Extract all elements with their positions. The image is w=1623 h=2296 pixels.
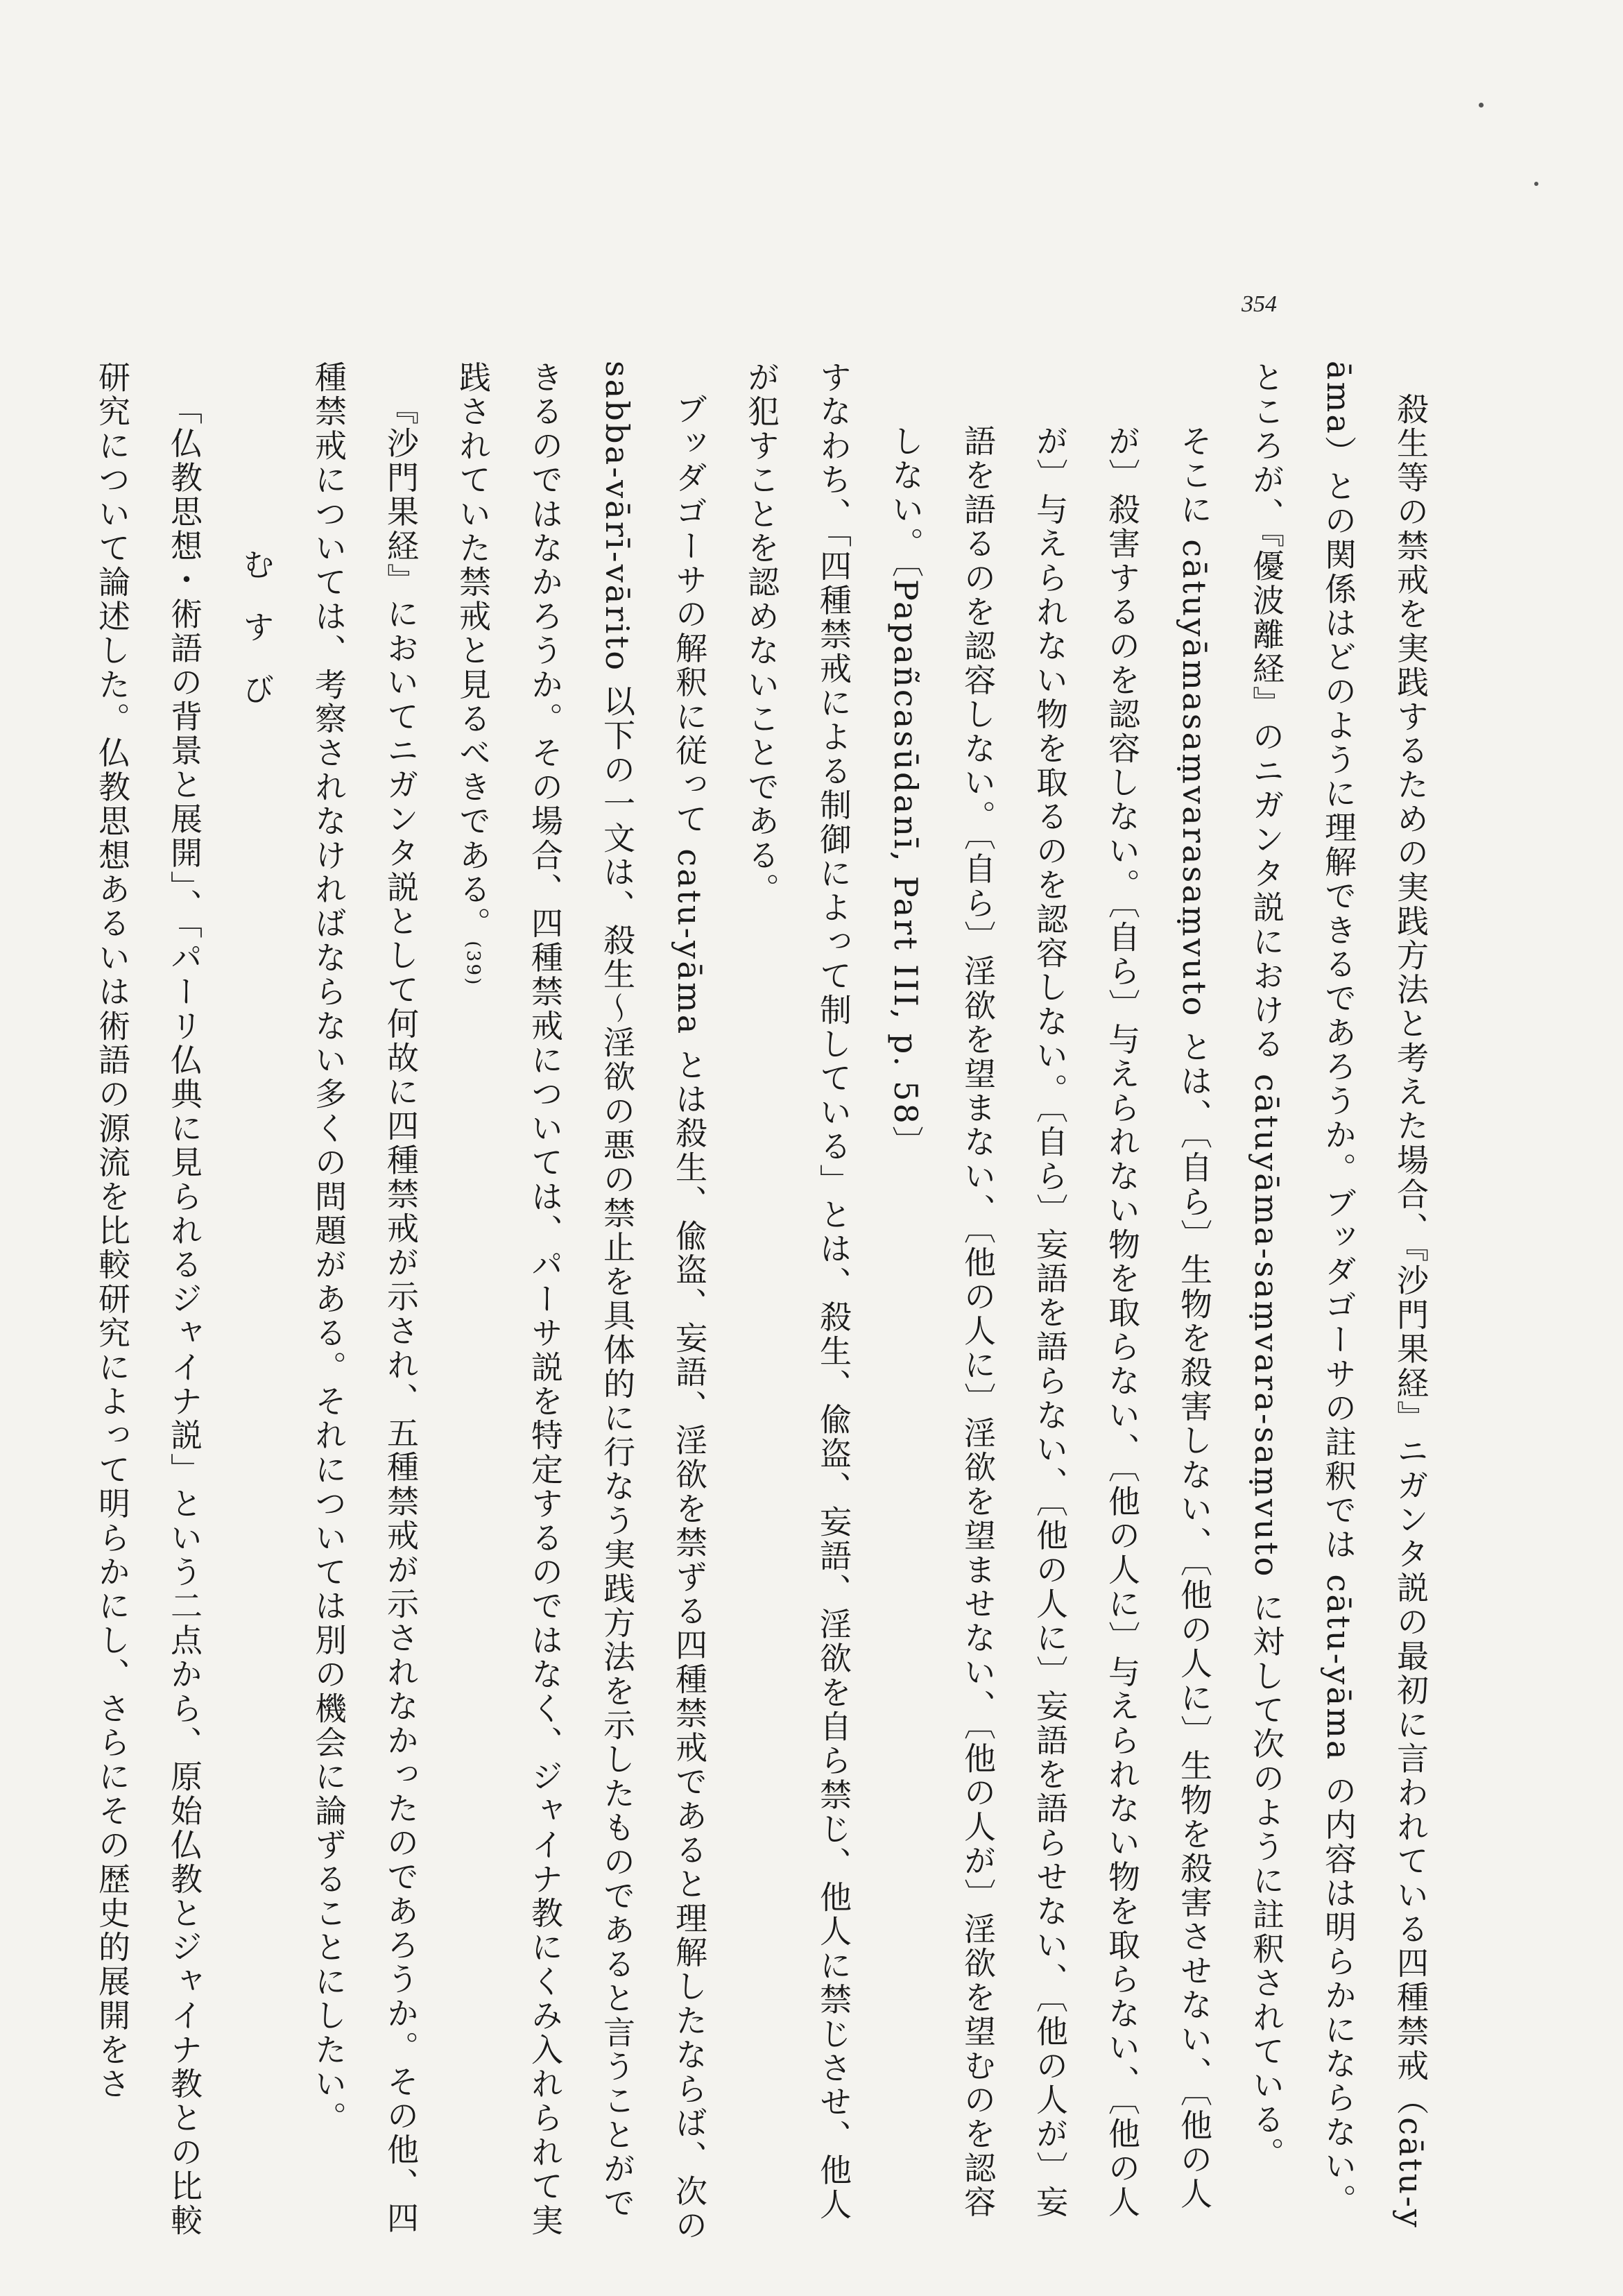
paragraph-conclusion: 「仏教思想・術語の背景と展開」、「パーリ仏典に見られるジャイナ説」という二点から、原始仏教とジャイナ教との比較研究について論述した。仏教思想あるいは術語の源流を比較研究によって明らかにし、さらにその歴史的展開をさ [94,361,203,2238]
speck-mark [1534,182,1538,186]
paragraph-question: 『沙門果経』においてニガンタ説として何故に四種禁戒が示され、五種禁戒が示されなかったのであろうか。その他、四種禁戒については、考察されなければならない多くの問題がある。それについては別の機会に論ずることにしたい。 [310,361,420,2236]
paragraph-intro: 殺生等の禁戒を実践するための実践方法と考えた場合、『沙門果経』ニガンタ説の最初に言われている四種禁戒（cātu-yāma）との関係はどのように理解できるであろうか。ブッダゴーサの註釈では cātu-yāma の内容は明らかにならない。ところが、『優波離経』のニガンタ説における cātuyāma-saṃvara-saṃvuto に対して次のように註釈されている。 [1248,361,1429,2230]
speck-mark [1479,103,1484,108]
paragraph-analysis-text: ブッダゴーサの解釈に従って catu-yāma とは殺生、偸盗、妄語、淫欲を禁ずる四種禁戒であると理解したならば、次の sabba-vārī-vārito 以下の一文は、殺生〜淫欲の悪の禁止を具体的に行なう実践方法を示したものであると言うことができるのではなかろうか。その場合、四種禁戒については、パーサ説を特定するのではなく、ジャイナ教にくみ入れられて実践されていた禁戒と見るべきである。 [454,361,708,2243]
footnote-marker: (39) [463,941,483,987]
vertical-text-column-flow [76,361,1447,2247]
paragraph-interpretation: すなわち、「四種禁戒による制御によって制している」とは、殺生、偸盗、妄語、淫欲を自ら禁じ、他人に禁じさせ、他人が犯すことを認めないことである。 [743,361,852,2222]
vertical-text-body [76,361,1547,2247]
quoted-commentary-text: そこに cātuyāmasaṃvarasaṃvuto とは、〔自ら〕生物を殺害しない、〔他の人に〕生物を殺害させない、〔他の人が〕殺害するのを認容しない。〔自ら〕与えられない物を取らない、〔他の人に〕与えられない物を取らない、〔他の人が〕与えられない物を取るのを認容しない。〔自ら〕妄語を語らない、〔他の人に〕妄語を語らせない、〔他の人が〕妄語を語るのを認容しない。〔自ら〕淫欲を望まない、〔他の人に〕淫欲を望ませない、〔他の人が〕淫欲を望むのを認容しない。 [887,425,1213,2220]
quoted-commentary-source: 〔Papañcasūdanī, Part III, p. 58〕 [887,560,925,1160]
paragraph-analysis [437,361,725,2247]
section-heading-conclusion: むすび [238,548,275,735]
page-number: 354 [1242,291,1277,317]
quoted-commentary [870,361,1230,2247]
